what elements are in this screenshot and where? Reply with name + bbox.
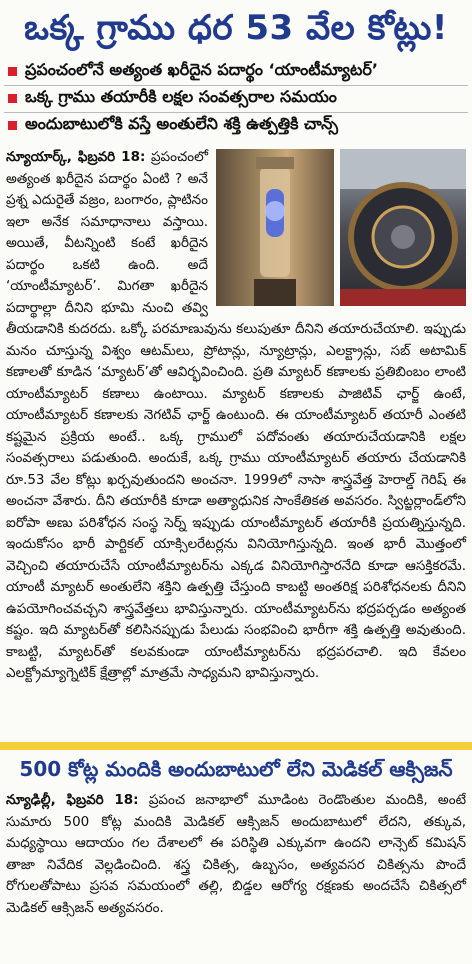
second-headline: 500 కోట్ల మందికి అందుబాటులో లేని మెడికల్ ఆక్సిజన్ <box>19 757 453 781</box>
second-article-body <box>6 790 466 919</box>
highlight-text: ప్రపంచంలోనే అత్యంత ఖరీదైన పదార్థం ‘యాంటీమ్యాటర్’ <box>25 60 378 79</box>
particle-detector-photo <box>340 149 466 306</box>
second-article-dateline: న్యూఢిల్లీ, ఫిబ్రవరి 18: <box>6 792 139 808</box>
highlight-text: అందుబాటులోకి వస్తే అంతులేని శక్తి ఉత్పత్తికి చాన్స్ <box>25 114 339 133</box>
highlight-text: ఒక్క గ్రాము తయారీకి లక్షల సంవత్సరాల సమయం <box>25 87 337 106</box>
main-article-dateline: న్యూయార్క్, ఫిబ్రవరి 18: <box>6 149 146 165</box>
highlight-item <box>4 85 468 112</box>
highlight-separator <box>4 112 468 113</box>
highlight-item <box>4 112 468 139</box>
antimatter-device-photo <box>216 149 334 306</box>
red-square-bullet-icon <box>8 121 17 130</box>
main-article <box>6 147 466 685</box>
main-headline: ఒక్క గ్రాము ధర 53 వేల కోట్లు! <box>24 8 448 48</box>
second-article <box>6 790 466 919</box>
second-article-text: ప్రపంచ జనాభాలో మూడింట రెండొంతుల మందికి, అంటే సుమారు 500 కోట్ల మందికి మెడికల్ ఆక్సిజన్ అందుబాటులో లేదని, తక్కువ, మధ్యస్థాయి ఆదాయం గల దేశాలలో ఈ పరిస్థితి ఎక్కువగా ఉందని లాన్సెట్ కమిషన్ తాజా నివేదిక వెల్లడించింది. శస్త్ర చికిత్స, ఉబ్బసం, అత్యవసర చికిత్సను పొందే రోగులతోపాటు ప్రసవ సమయంలో తల్లి, బిడ్డల ఆరోగ్య రక్షణకు అందచేసే చికిత్సలో మెడికల్ ఆక్సిజన్ అత్యవసరం. <box>6 792 466 916</box>
main-article-text: ప్రపంచంలో అత్యంత ఖరీదైన పదార్థం ఏంటి ? అనే ప్రశ్న ఎదురైతే వజ్రం, బంగారం, ప్లాటినం ఇలా అనేక సమాధానాలు వస్తాయి. అయితే, వీటన్నింటి కంటే ఖరీదైన పదార్థం ఒకటి ఉంది. అదే ‘యాంటీమ్యాటర్’. మిగతా ఖరీదైన పదార్థాల్లా దీనిని భూమి నుంచి తవ్వి తీయడానికి కుదరదు. ఒక్కో పరమాణువును కలుపుతూ దీనిని తయారుచేయాలి. ఇప్పుడు మనం చూస్తున్న విశ్వం ఆటమ్‌లు, ప్రోటాన్లు, న్యూట్రాన్లు, ఎలక్ట్రాన్లు, సబ్ అటామిక్ కణాలతో కూడిన ‘మ్యాటర్’తో ఆవిర్భవించింది. ప్రతి మ్యాటర్ కణాలకు ప్రతిబింబం లాంటి యాంటీమ్యాటర్ కణాలు ఉంటాయి. మ్యాటర్ కణాలకు పాజిటివ్ ఛార్జ్ ఉంటే, యాంటీమ్యాటర్ కణాలకు నెగటివ్ ఛార్జ్ ఉంటుంది. ఈ యాంటీమ్యాటర్ తయారీ ఎంతటి కష్టమైన ప్రక్రియ అంటే.. ఒక్క గ్రాములో పదోవంతు తయారుచేయడానికి లక్షల సంవత్సరాలు పడుతుంది. అందుకే, ఒక్క గ్రాము యాంటీమ్యాటర్ తయారు చేయడానికి రూ.53 వేల కోట్లు ఖర్చవుతుందని అంచనా. 1999లో నాసా శాస్త్రవేత్త హెరాల్డ్ గెరిష్ ఈ అంచనా వేశారు. దీని తయారీకి కూడా అత్యాధునిక సాంకేతికత అవసరం. స్విట్జర్లాండ్‌లోని ఐరోపా అణు పరిశోధన సంస్థ సెర్న్ ఇప్పుడు యాంటీమ్యాటర్ తయారీకి ప్రయత్నిస్తున్నది. ఇందుకోసం భారీ పార్టికల్ యాక్సిలరేటర్లను వినియోగిస్తున్నది. ఇంత భారీ మొత్తంలో వెచ్చించి తయారుచేసే యాంటీమ్యాటర్‌ను ఎక్కడ వినియోగిస్తారనేది కూడా ఆసక్తికరమే. యాంటీ మ్యాటర్ అంతులేని శక్తిని ఉత్పత్తి చేస్తుంది కాబట్టి అంతరిక్ష పరిశోధనలకు దీనిని ఉపయోగించవచ్చని శాస్త్రవేత్తలు భావిస్తున్నారు. యాంటీమ్యాటర్‌ను భద్రపర్చడం అత్యంత కష్టం. ఇది మ్యాటర్‌తో కలిసినప్పుడు పేలుడు సంభవించి భారీగా శక్తి ఉత్పత్తి అవుతుంది. కాబట్టి, మ్యాటర్‌తో కలవకుండా యాంటీమ్యాటర్‌ను భద్రపరచాలి. ఇది కేవలం ఎలక్ట్రోమ్యాగ్నెటిక్ క్షేత్రాల్లో మాత్రమే సాధ్యమని భావిస్తున్నారు. <box>6 149 466 681</box>
highlight-item <box>4 58 468 85</box>
red-square-bullet-icon <box>8 94 17 103</box>
section-divider <box>0 742 472 750</box>
highlights-list <box>4 58 468 139</box>
article-photos <box>216 149 466 306</box>
highlight-separator <box>4 85 468 86</box>
red-square-bullet-icon <box>8 67 17 76</box>
